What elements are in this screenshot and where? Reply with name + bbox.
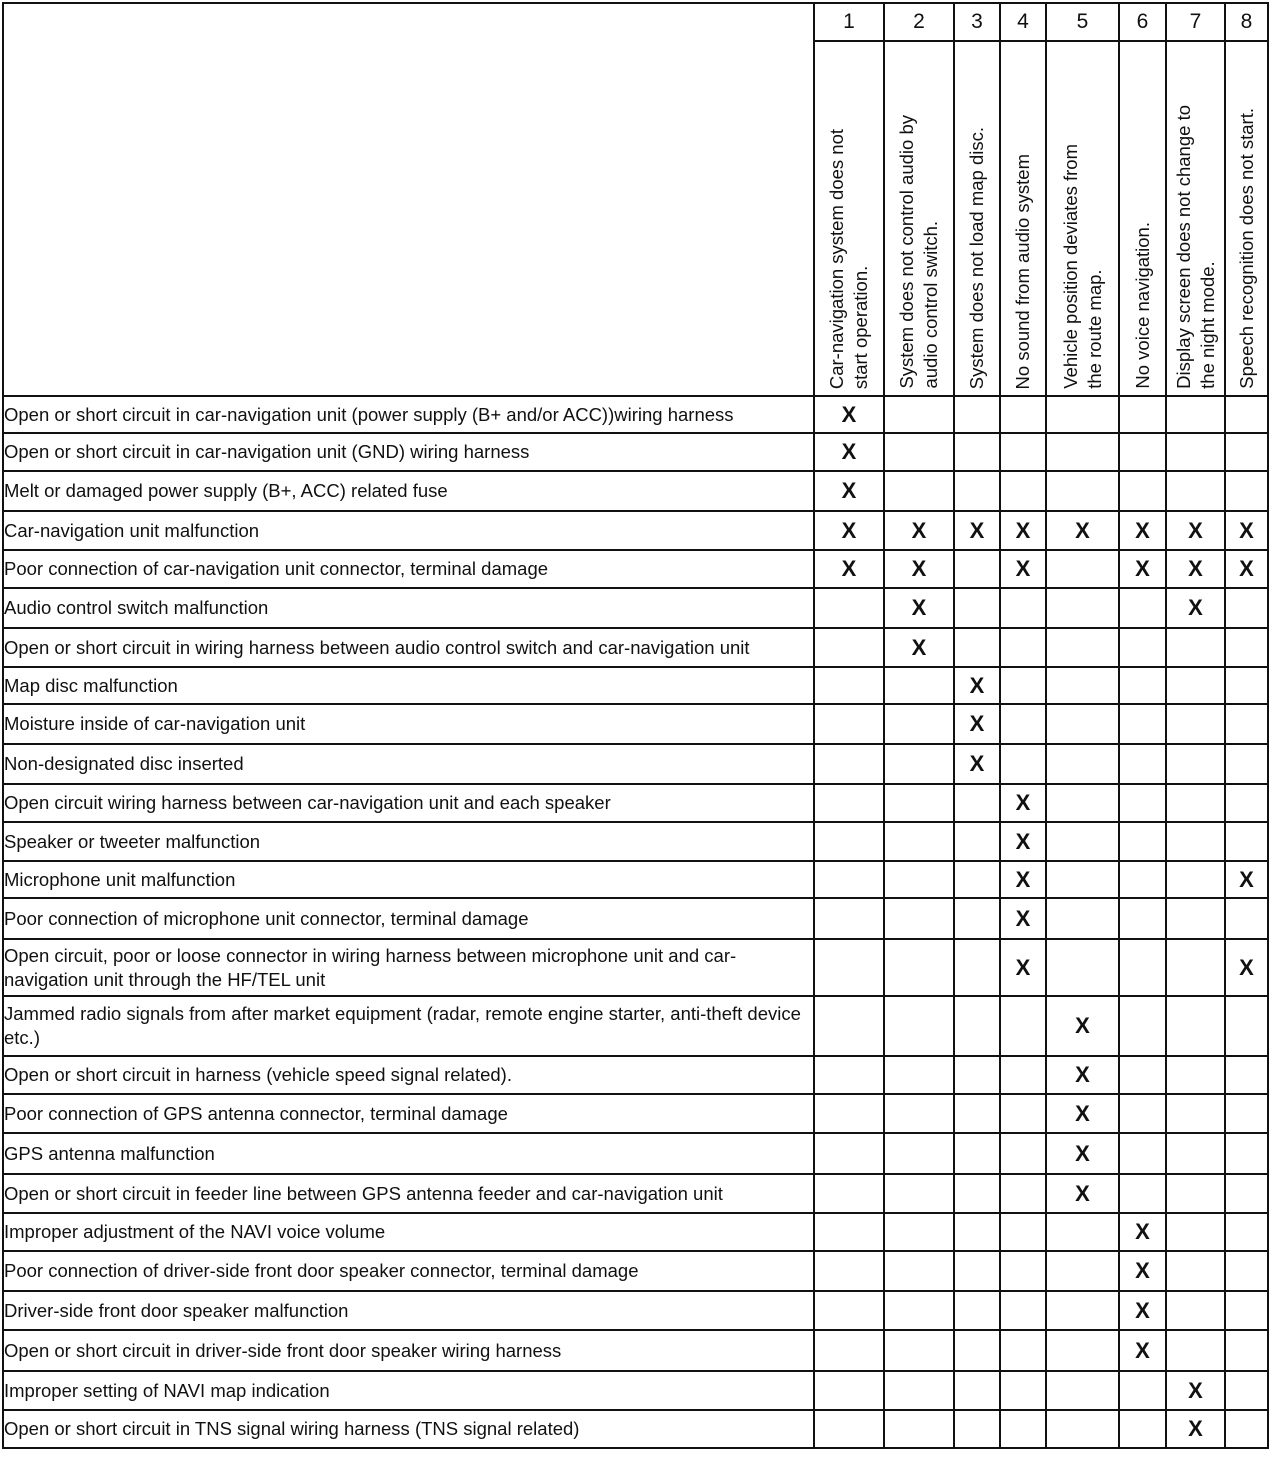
- mark-cell: X: [1000, 822, 1046, 861]
- mark-cell: [1166, 704, 1225, 744]
- mark-cell: [954, 898, 1000, 939]
- symptom-label: Display screen does not change to the night mode.: [1172, 105, 1218, 389]
- mark-cell: X: [1119, 511, 1166, 550]
- mark-cell: X: [1225, 939, 1268, 996]
- mark-cell: [1000, 471, 1046, 511]
- mark-cell: [1166, 433, 1225, 471]
- mark-cell: [1166, 1174, 1225, 1213]
- mark-cell: [1119, 433, 1166, 471]
- mark-cell: [1046, 704, 1119, 744]
- cause-cell: Open or short circuit in feeder line between GPS antenna feeder and car-navigation unit: [3, 1174, 814, 1213]
- mark-cell: [1225, 1056, 1268, 1094]
- mark-cell: [1166, 861, 1225, 898]
- mark-cell: [1119, 1174, 1166, 1213]
- mark-cell: [1000, 1291, 1046, 1330]
- mark-cell: X: [884, 628, 954, 667]
- mark-cell: [1225, 898, 1268, 939]
- mark-cell: X: [1166, 1410, 1225, 1448]
- mark-cell: [954, 550, 1000, 588]
- mark-cell: [1166, 996, 1225, 1056]
- mark-cell: [954, 1056, 1000, 1094]
- mark-cell: [1166, 784, 1225, 822]
- mark-cell: [954, 588, 1000, 628]
- mark-cell: [1046, 1330, 1119, 1371]
- mark-cell: X: [1166, 588, 1225, 628]
- mark-cell: [954, 1251, 1000, 1291]
- table-row: [3, 1251, 1268, 1291]
- mark-cell: [954, 861, 1000, 898]
- mark-cell: X: [1119, 1330, 1166, 1371]
- mark-cell: [884, 1094, 954, 1133]
- cause-cell: Poor connection of GPS antenna connector, terminal damage: [3, 1094, 814, 1133]
- mark-cell: [1119, 744, 1166, 784]
- mark-cell: [1166, 1251, 1225, 1291]
- mark-cell: [1046, 396, 1119, 433]
- mark-cell: [1119, 1410, 1166, 1448]
- symptom-header-cell: [884, 41, 954, 396]
- table-row: [3, 996, 1268, 1056]
- mark-cell: [814, 996, 884, 1056]
- mark-cell: [1046, 550, 1119, 588]
- mark-cell: X: [1225, 550, 1268, 588]
- mark-cell: [954, 433, 1000, 471]
- cause-cell: Open or short circuit in harness (vehicle speed signal related).: [3, 1056, 814, 1094]
- mark-cell: X: [1000, 784, 1046, 822]
- cause-cell: Poor connection of microphone unit connector, terminal damage: [3, 898, 814, 939]
- mark-cell: [1225, 784, 1268, 822]
- mark-cell: [1225, 628, 1268, 667]
- mark-cell: [1000, 1330, 1046, 1371]
- mark-cell: [814, 1251, 884, 1291]
- mark-cell: [814, 1213, 884, 1251]
- cause-cell: Speaker or tweeter malfunction: [3, 822, 814, 861]
- mark-cell: X: [1225, 511, 1268, 550]
- mark-cell: [1000, 1410, 1046, 1448]
- mark-cell: [1046, 784, 1119, 822]
- mark-cell: [814, 628, 884, 667]
- table-row: [3, 822, 1268, 861]
- mark-cell: X: [1119, 1291, 1166, 1330]
- table-row: [3, 433, 1268, 471]
- mark-cell: X: [1046, 1174, 1119, 1213]
- cause-cell: Improper setting of NAVI map indication: [3, 1371, 814, 1410]
- mark-cell: [1046, 1291, 1119, 1330]
- mark-cell: X: [814, 550, 884, 588]
- cause-rows: [3, 396, 1268, 1448]
- mark-cell: [1000, 396, 1046, 433]
- table-row: [3, 1133, 1268, 1174]
- symptom-label: Speech recognition does not start.: [1235, 108, 1257, 389]
- mark-cell: [1119, 667, 1166, 704]
- mark-cell: [814, 667, 884, 704]
- mark-cell: [814, 1133, 884, 1174]
- mark-cell: [1119, 588, 1166, 628]
- mark-cell: [1119, 898, 1166, 939]
- mark-cell: [954, 996, 1000, 1056]
- mark-cell: [1119, 784, 1166, 822]
- mark-cell: X: [1119, 1213, 1166, 1251]
- corner-blank-cell: [3, 3, 814, 396]
- mark-cell: [884, 996, 954, 1056]
- mark-cell: [1225, 744, 1268, 784]
- mark-cell: [884, 939, 954, 996]
- mark-cell: [1000, 628, 1046, 667]
- mark-cell: [884, 396, 954, 433]
- mark-cell: [954, 471, 1000, 511]
- mark-cell: X: [1046, 511, 1119, 550]
- mark-cell: [884, 1133, 954, 1174]
- mark-cell: X: [814, 511, 884, 550]
- mark-cell: X: [1046, 1133, 1119, 1174]
- mark-cell: [1119, 704, 1166, 744]
- cause-cell: Improper adjustment of the NAVI voice volume: [3, 1213, 814, 1251]
- table-row: [3, 667, 1268, 704]
- mark-cell: [1119, 1133, 1166, 1174]
- symptom-header-cell: [814, 41, 884, 396]
- mark-cell: X: [954, 511, 1000, 550]
- mark-cell: [884, 784, 954, 822]
- table-row: [3, 471, 1268, 511]
- mark-cell: [1046, 744, 1119, 784]
- table-row: [3, 511, 1268, 550]
- mark-cell: [1166, 628, 1225, 667]
- mark-cell: [954, 1291, 1000, 1330]
- mark-cell: X: [1166, 1371, 1225, 1410]
- symptom-label: No voice navigation.: [1131, 222, 1153, 389]
- mark-cell: [1046, 1410, 1119, 1448]
- mark-cell: [1119, 861, 1166, 898]
- symptom-header-cell: [954, 41, 1000, 396]
- mark-cell: [954, 1174, 1000, 1213]
- mark-cell: [884, 1371, 954, 1410]
- mark-cell: [814, 1330, 884, 1371]
- mark-cell: [1225, 1371, 1268, 1410]
- column-number: 4: [1000, 3, 1046, 41]
- mark-cell: X: [814, 433, 884, 471]
- mark-cell: [1046, 822, 1119, 861]
- cause-cell: Poor connection of driver-side front door speaker connector, terminal damage: [3, 1251, 814, 1291]
- mark-cell: [1046, 1213, 1119, 1251]
- mark-cell: X: [954, 667, 1000, 704]
- mark-cell: [814, 744, 884, 784]
- mark-cell: [1000, 667, 1046, 704]
- table-row: [3, 1056, 1268, 1094]
- cause-cell: Audio control switch malfunction: [3, 588, 814, 628]
- mark-cell: [1166, 822, 1225, 861]
- mark-cell: [1000, 1133, 1046, 1174]
- mark-cell: [1000, 744, 1046, 784]
- mark-cell: [1166, 1133, 1225, 1174]
- mark-cell: [1046, 667, 1119, 704]
- mark-cell: [1000, 704, 1046, 744]
- column-number: 1: [814, 3, 884, 41]
- mark-cell: [814, 939, 884, 996]
- mark-cell: [954, 1371, 1000, 1410]
- mark-cell: [884, 1291, 954, 1330]
- mark-cell: [1225, 433, 1268, 471]
- mark-cell: [884, 433, 954, 471]
- mark-cell: X: [1000, 511, 1046, 550]
- mark-cell: [1119, 996, 1166, 1056]
- table-row: [3, 1213, 1268, 1251]
- table-row: [3, 1410, 1268, 1448]
- mark-cell: [884, 1251, 954, 1291]
- cause-cell: Melt or damaged power supply (B+, ACC) related fuse: [3, 471, 814, 511]
- mark-cell: [1119, 471, 1166, 511]
- mark-cell: [814, 1371, 884, 1410]
- mark-cell: [954, 939, 1000, 996]
- mark-cell: [954, 628, 1000, 667]
- column-number-row: [3, 3, 1268, 41]
- mark-cell: [884, 1330, 954, 1371]
- mark-cell: [1225, 588, 1268, 628]
- mark-cell: [1046, 939, 1119, 996]
- cause-cell: Jammed radio signals from after market equipment (radar, remote engine starter, anti-theft device etc.): [3, 996, 814, 1056]
- mark-cell: X: [954, 704, 1000, 744]
- mark-cell: [1000, 433, 1046, 471]
- mark-cell: [884, 744, 954, 784]
- symptom-label: System does not load map disc.: [966, 126, 987, 389]
- mark-cell: [954, 784, 1000, 822]
- symptom-label: System does not control audio by audio control switch.: [896, 115, 941, 389]
- mark-cell: [814, 1056, 884, 1094]
- mark-cell: [884, 471, 954, 511]
- mark-cell: X: [1000, 939, 1046, 996]
- mark-cell: [1000, 996, 1046, 1056]
- mark-cell: [1166, 1056, 1225, 1094]
- column-number: 5: [1046, 3, 1119, 41]
- mark-cell: [1225, 1330, 1268, 1371]
- mark-cell: X: [1000, 550, 1046, 588]
- mark-cell: [1225, 822, 1268, 861]
- mark-cell: [814, 822, 884, 861]
- mark-cell: [1046, 433, 1119, 471]
- cause-cell: Open or short circuit in car-navigation unit (power supply (B+ and/or ACC))wiring harness: [3, 396, 814, 433]
- mark-cell: [1225, 1291, 1268, 1330]
- mark-cell: [884, 1410, 954, 1448]
- table-row: [3, 628, 1268, 667]
- mark-cell: [1225, 396, 1268, 433]
- mark-cell: [1225, 1133, 1268, 1174]
- mark-cell: [954, 1094, 1000, 1133]
- mark-cell: [1166, 1094, 1225, 1133]
- mark-cell: X: [954, 744, 1000, 784]
- table-row: [3, 861, 1268, 898]
- mark-cell: [1225, 1094, 1268, 1133]
- cause-cell: Open or short circuit in driver-side front door speaker wiring harness: [3, 1330, 814, 1371]
- column-number: 3: [954, 3, 1000, 41]
- mark-cell: [954, 396, 1000, 433]
- cause-cell: Moisture inside of car-navigation unit: [3, 704, 814, 744]
- mark-cell: [1225, 1251, 1268, 1291]
- cause-cell: Open or short circuit in wiring harness between audio control switch and car-navigation unit: [3, 628, 814, 667]
- mark-cell: [1166, 1330, 1225, 1371]
- mark-cell: [1000, 1251, 1046, 1291]
- symptom-header-cell: [1119, 41, 1166, 396]
- symptom-header-cell: [1046, 41, 1119, 396]
- mark-cell: [1119, 1094, 1166, 1133]
- mark-cell: [1119, 939, 1166, 996]
- table-row: [3, 396, 1268, 433]
- symptom-label: No sound from audio system: [1012, 153, 1033, 389]
- symptom-label: Vehicle position deviates from the route map.: [1059, 144, 1105, 389]
- mark-cell: [1000, 1213, 1046, 1251]
- mark-cell: [884, 1056, 954, 1094]
- cause-cell: Open circuit, poor or loose connector in wiring harness between microphone unit and car-navigation unit through the HF/TEL unit: [3, 939, 814, 996]
- mark-cell: [1166, 396, 1225, 433]
- mark-cell: [954, 1133, 1000, 1174]
- mark-cell: [1000, 588, 1046, 628]
- mark-cell: [954, 822, 1000, 861]
- mark-cell: X: [814, 471, 884, 511]
- symptom-header-cell: [1000, 41, 1046, 396]
- mark-cell: [814, 704, 884, 744]
- mark-cell: [1119, 396, 1166, 433]
- mark-cell: [1000, 1174, 1046, 1213]
- mark-cell: [1166, 1291, 1225, 1330]
- cause-cell: Poor connection of car-navigation unit connector, terminal damage: [3, 550, 814, 588]
- mark-cell: X: [814, 396, 884, 433]
- mark-cell: [814, 1174, 884, 1213]
- mark-cell: [884, 704, 954, 744]
- cause-cell: Open circuit wiring harness between car-navigation unit and each speaker: [3, 784, 814, 822]
- mark-cell: X: [1000, 898, 1046, 939]
- mark-cell: [954, 1213, 1000, 1251]
- mark-cell: X: [1046, 1056, 1119, 1094]
- table-row: [3, 588, 1268, 628]
- cause-cell: Driver-side front door speaker malfunction: [3, 1291, 814, 1330]
- mark-cell: [1046, 1371, 1119, 1410]
- table-row: [3, 704, 1268, 744]
- table-row: [3, 898, 1268, 939]
- mark-cell: [884, 861, 954, 898]
- mark-cell: [814, 861, 884, 898]
- mark-cell: [1225, 1213, 1268, 1251]
- cause-cell: Open or short circuit in TNS signal wiring harness (TNS signal related): [3, 1410, 814, 1448]
- mark-cell: X: [884, 511, 954, 550]
- cause-cell: GPS antenna malfunction: [3, 1133, 814, 1174]
- table-row: [3, 744, 1268, 784]
- mark-cell: [814, 1410, 884, 1448]
- table-row: [3, 1094, 1268, 1133]
- mark-cell: [1225, 667, 1268, 704]
- mark-cell: [1166, 898, 1225, 939]
- mark-cell: [814, 1291, 884, 1330]
- mark-cell: [1046, 861, 1119, 898]
- table-row: [3, 1330, 1268, 1371]
- column-number: 7: [1166, 3, 1225, 41]
- mark-cell: [884, 667, 954, 704]
- troubleshooting-matrix: [2, 2, 1269, 1449]
- mark-cell: [1225, 704, 1268, 744]
- mark-cell: [884, 1213, 954, 1251]
- mark-cell: [1000, 1094, 1046, 1133]
- mark-cell: [884, 1174, 954, 1213]
- mark-cell: [954, 1330, 1000, 1371]
- mark-cell: [814, 1094, 884, 1133]
- mark-cell: [1166, 667, 1225, 704]
- cause-cell: Microphone unit malfunction: [3, 861, 814, 898]
- column-number: 6: [1119, 3, 1166, 41]
- mark-cell: [1119, 1056, 1166, 1094]
- mark-cell: [1225, 1174, 1268, 1213]
- mark-cell: [1119, 628, 1166, 667]
- mark-cell: [1225, 996, 1268, 1056]
- table-row: [3, 939, 1268, 996]
- mark-cell: [1000, 1056, 1046, 1094]
- mark-cell: [1119, 1371, 1166, 1410]
- cause-cell: Open or short circuit in car-navigation unit (GND) wiring harness: [3, 433, 814, 471]
- column-number: 2: [884, 3, 954, 41]
- mark-cell: X: [1046, 1094, 1119, 1133]
- mark-cell: X: [1119, 1251, 1166, 1291]
- mark-cell: X: [1119, 550, 1166, 588]
- mark-cell: [1225, 471, 1268, 511]
- mark-cell: [1166, 471, 1225, 511]
- mark-cell: X: [1225, 861, 1268, 898]
- mark-cell: [814, 784, 884, 822]
- mark-cell: [1046, 588, 1119, 628]
- table-row: [3, 784, 1268, 822]
- table-row: [3, 1371, 1268, 1410]
- table-row: [3, 1291, 1268, 1330]
- table-row: [3, 550, 1268, 588]
- mark-cell: X: [1166, 511, 1225, 550]
- mark-cell: [1046, 628, 1119, 667]
- cause-cell: Car-navigation unit malfunction: [3, 511, 814, 550]
- table-row: [3, 1174, 1268, 1213]
- mark-cell: [884, 822, 954, 861]
- mark-cell: [954, 1410, 1000, 1448]
- mark-cell: [1166, 744, 1225, 784]
- symptom-header-cell: [1225, 41, 1268, 396]
- column-number: 8: [1225, 3, 1268, 41]
- symptom-label: Car-navigation system does not start operation.: [826, 128, 871, 389]
- mark-cell: [1046, 1251, 1119, 1291]
- symptom-header-cell: [1166, 41, 1225, 396]
- mark-cell: X: [884, 550, 954, 588]
- mark-cell: [1119, 822, 1166, 861]
- mark-cell: [1000, 1371, 1046, 1410]
- cause-cell: Non-designated disc inserted: [3, 744, 814, 784]
- mark-cell: X: [1046, 996, 1119, 1056]
- mark-cell: X: [1166, 550, 1225, 588]
- mark-cell: [1225, 1410, 1268, 1448]
- mark-cell: X: [1000, 861, 1046, 898]
- mark-cell: [884, 898, 954, 939]
- mark-cell: [814, 898, 884, 939]
- mark-cell: [814, 588, 884, 628]
- cause-cell: Map disc malfunction: [3, 667, 814, 704]
- mark-cell: [1046, 471, 1119, 511]
- mark-cell: [1166, 1213, 1225, 1251]
- mark-cell: [1166, 939, 1225, 996]
- mark-cell: [1046, 898, 1119, 939]
- mark-cell: X: [884, 588, 954, 628]
